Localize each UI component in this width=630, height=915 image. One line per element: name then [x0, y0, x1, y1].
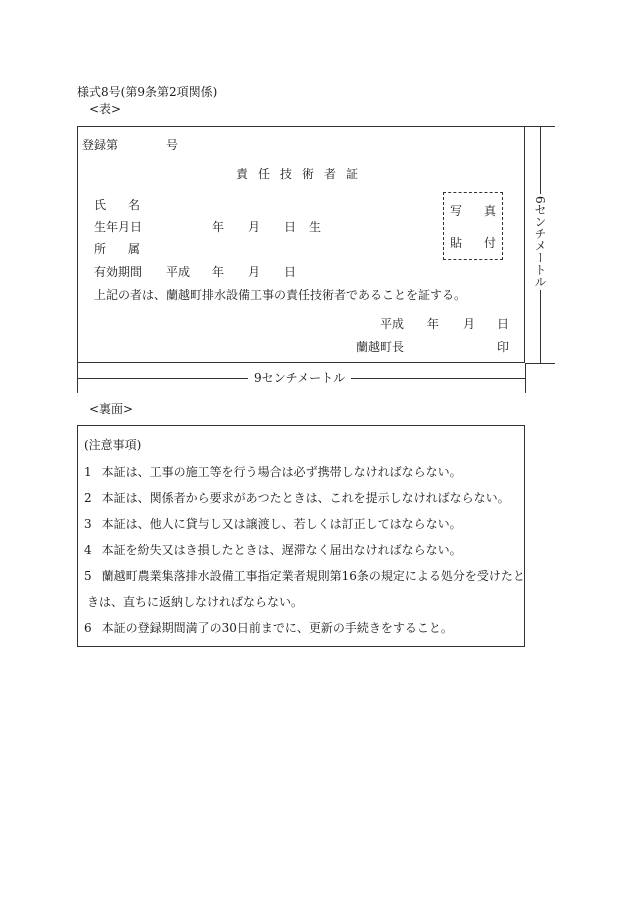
height-dimension-label: 6センチメートル — [533, 196, 547, 288]
photo-area — [443, 192, 503, 260]
note-text: 本証は、工事の施工等を行う場合は必ず携帯しなければならない。 — [101, 465, 462, 479]
birth-suffix: 生 — [309, 220, 322, 234]
note-text: 本証は、関係者から要求があつたときは、これを提示しなければならない。 — [101, 491, 510, 505]
dimension-tick-right — [525, 363, 526, 393]
note-item — [84, 570, 525, 582]
registration-suffix: 号 — [166, 138, 179, 152]
note-number: 5 — [84, 569, 92, 583]
photo-label-char: 貼 — [450, 236, 463, 250]
certification-statement: 上記の者は、蘭越町排水設備工事の責任技術者であることを証する。 — [94, 288, 467, 302]
note-number: 2 — [84, 491, 92, 505]
issue-era: 平成 — [380, 317, 405, 331]
note-number: 1 — [84, 465, 92, 479]
validity-year: 年 — [212, 265, 225, 279]
validity-day: 日 — [284, 265, 297, 279]
birthdate-label: 生年月日 — [94, 220, 143, 234]
validity-label: 有効期間 — [94, 265, 143, 279]
registration-label: 登録第 — [82, 138, 119, 152]
note-text: 本証は、他人に貸与し又は譲渡し、若しくは訂正してはならない。 — [101, 517, 462, 531]
note-item — [84, 466, 462, 478]
issue-month: 月 — [463, 317, 476, 331]
photo-label-char: 付 — [483, 236, 496, 250]
certificate-title: 責任技術者証 — [236, 167, 369, 181]
issue-day: 日 — [497, 317, 510, 331]
certificate-back — [77, 425, 525, 647]
name-label: 氏名 — [94, 198, 163, 212]
note-item — [84, 544, 462, 556]
seal-mark: 印 — [497, 340, 510, 354]
birth-day: 日 — [284, 220, 297, 234]
note-item — [84, 622, 453, 634]
affiliation-label: 所属 — [94, 242, 163, 256]
issuer-name: 蘭越町長 — [356, 340, 405, 354]
note-number: 3 — [84, 517, 92, 531]
note-text: 蘭越町農業集落排水設備工事指定業者規則第16条の規定による処分を受けたと — [101, 569, 525, 583]
birth-year: 年 — [212, 220, 225, 234]
dimension-tick-bottom — [525, 363, 555, 364]
validity-month: 月 — [248, 265, 261, 279]
note-item — [84, 518, 462, 530]
issue-year: 年 — [427, 317, 440, 331]
form-title: 様式8号(第9条第2項関係) — [77, 85, 218, 99]
notes-title: (注意事項) — [84, 438, 142, 452]
back-side-label: <裏面> — [89, 402, 134, 416]
validity-era: 平成 — [166, 265, 191, 279]
note-item — [84, 492, 510, 504]
photo-label-char: 写 — [450, 204, 463, 218]
note-text: 本証を紛失又はき損したときは、遅滞なく届出なければならない。 — [101, 543, 462, 557]
front-side-label: <表> — [89, 102, 122, 116]
note-number: 6 — [84, 621, 92, 635]
note-continuation: きは、直ちに返納しなければならない。 — [87, 595, 304, 609]
birth-month: 月 — [248, 220, 261, 234]
width-dimension-label: 9センチメートル — [248, 372, 351, 384]
photo-label-char: 真 — [483, 204, 496, 218]
note-number: 4 — [84, 543, 92, 557]
note-text: 本証の登録期間満了の30日前までに、更新の手続きをすること。 — [101, 621, 453, 635]
